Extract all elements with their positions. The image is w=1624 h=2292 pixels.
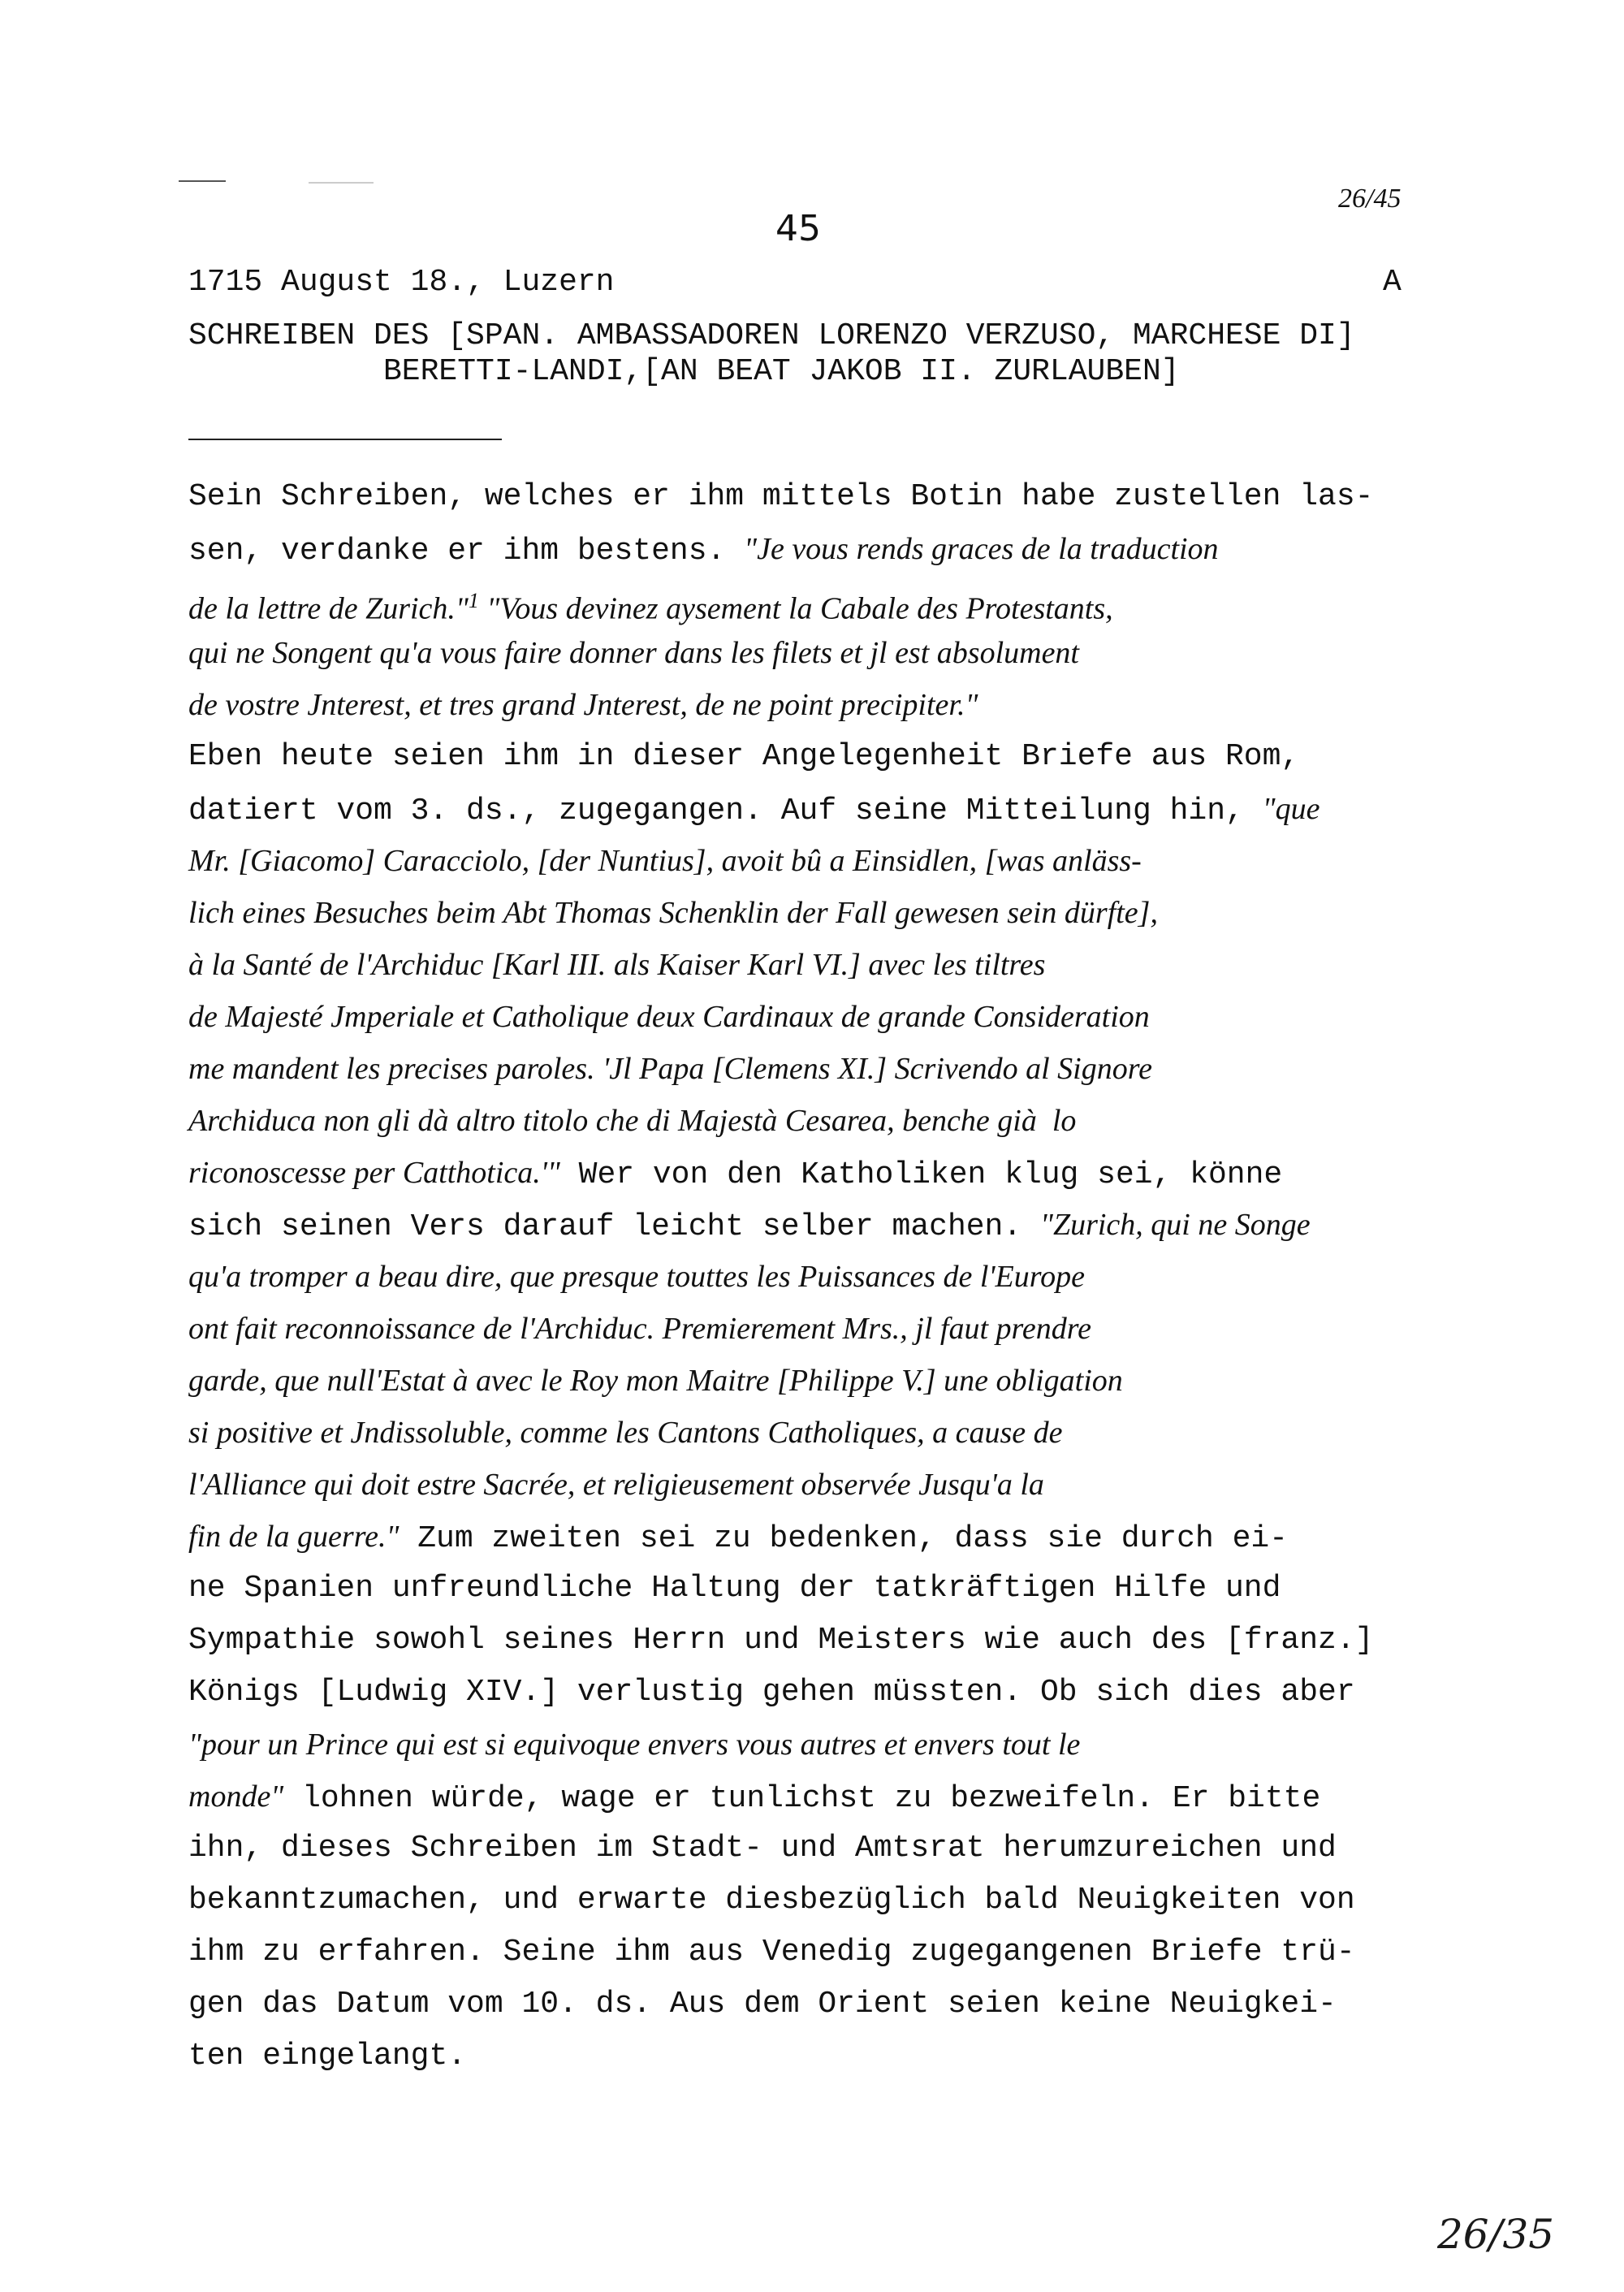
text-line: fin de la guerre." Zum zweiten sei zu bedenken, dass sie durch ei- (188, 1520, 1288, 1556)
document-title-line-2: BERETTI-LANDI,[AN BEAT JAKOB II. ZURLAUBEN] (383, 354, 1180, 389)
text-line: l'Alliance qui doit estre Sacrée, et religieusement observée Jusqu'a la (188, 1468, 1044, 1502)
text-line: riconoscesse per Catthotica.'" Wer von den Katholiken klug sei, könne (188, 1156, 1283, 1192)
text-line: qu'a tromper a beau dire, que presque touttes les Puissances de l'Europe (188, 1260, 1086, 1294)
text-line: monde" lohnen würde, wage er tunlichst zu bezweifeln. Er bitte (188, 1780, 1321, 1816)
title-divider (188, 439, 502, 440)
text-line: ont fait reconnoissance de l'Archiduc. Premierement Mrs., jl faut prendre (188, 1312, 1092, 1346)
text-line: de vostre Jnterest, et tres grand Jnterest, de ne point precipiter." (188, 688, 978, 722)
text-line: lich eines Besuches beim Abt Thomas Schenklin der Fall gewesen sein dürfte], (188, 896, 1158, 930)
document-title-line-1: SCHREIBEN DES [SPAN. AMBASSADOREN LORENZO VERZUSO, MARCHESE DI] (188, 318, 1355, 353)
date-place: 1715 August 18., Luzern (188, 265, 615, 300)
text-line: qui ne Songent qu'a vous faire donner dans les filets et jl est absolument (188, 636, 1079, 670)
text-line: de la lettre de Zurich."$^1$ "Vous devinez aysement la Cabale des Protestants, (188, 589, 1113, 626)
text-line: si positive et Jndissoluble, comme les Cantons Catholiques, a cause de (188, 1416, 1063, 1450)
text-line: Mr. [Giacomo] Caracciolo, [der Nuntius], avoit bû a Einsidlen, [was anläss- (188, 844, 1142, 878)
scan-mark-faint (309, 182, 374, 184)
category-letter: A (1383, 265, 1402, 300)
text-line: Sein Schreiben, welches er ihm mittels Botin habe zustellen las- (188, 479, 1374, 514)
footnote-marker: 1 (468, 589, 479, 612)
text-line: sen, verdanke er ihm bestens. "Je vous rends graces de la traduction (188, 532, 1219, 569)
text-line: me mandent les precises paroles. 'Jl Papa [Clemens XI.] Scrivendo al Signore (188, 1052, 1152, 1086)
text-line: bekanntzumachen, und erwarte diesbezüglich bald Neuigkeiten von (188, 1883, 1355, 1918)
text-line: Sympathie sowohl seines Herrn und Meisters wie auch des [franz.] (188, 1623, 1374, 1658)
text-line: ten eingelangt. (188, 2039, 467, 2074)
text-line: gen das Datum vom 10. ds. Aus dem Orient seien keine Neuigkei- (188, 1987, 1337, 2022)
text-line: garde, que null'Estat à avec le Roy mon Maitre [Philippe V.] une obligation (188, 1364, 1123, 1398)
text-line: Eben heute seien ihm in dieser Angelegenheit Briefe aus Rom, (188, 739, 1300, 774)
text-line: sich seinen Vers darauf leicht selber machen. "Zurich, qui ne Songe (188, 1208, 1311, 1244)
text-line: Königs [Ludwig XIV.] verlustig gehen müssten. Ob sich dies aber (188, 1675, 1355, 1710)
text-line: datiert vom 3. ds., zugegangen. Auf seine Mitteilung hin, "que (188, 792, 1320, 828)
handwritten-ref: 26/35 (1437, 2211, 1555, 2258)
scan-mark (179, 180, 226, 182)
text-line: de Majesté Jmperiale et Catholique deux Cardinaux de grande Consideration (188, 1000, 1150, 1034)
text-line: ihm zu erfahren. Seine ihm aus Venedig zugegangenen Briefe trü- (188, 1935, 1355, 1970)
text-line: ne Spanien unfreundliche Haltung der tatkräftigen Hilfe und (188, 1571, 1281, 1606)
text-line: Archiduca non gli dà altro titolo che di Majestà Cesarea, benche già lo (188, 1104, 1077, 1138)
text-line: ihn, dieses Schreiben im Stadt- und Amtsrat herumzureichen und (188, 1831, 1337, 1866)
text-line: à la Santé de l'Archiduc [Karl III. als Kaiser Karl VI.] avec les tiltres (188, 948, 1046, 982)
text-line: "pour un Prince qui est si equivoque envers vous autres et envers tout le (188, 1728, 1081, 1762)
archive-ref-top: 26/45 (1338, 184, 1402, 214)
doc-number: 45 (775, 208, 821, 249)
